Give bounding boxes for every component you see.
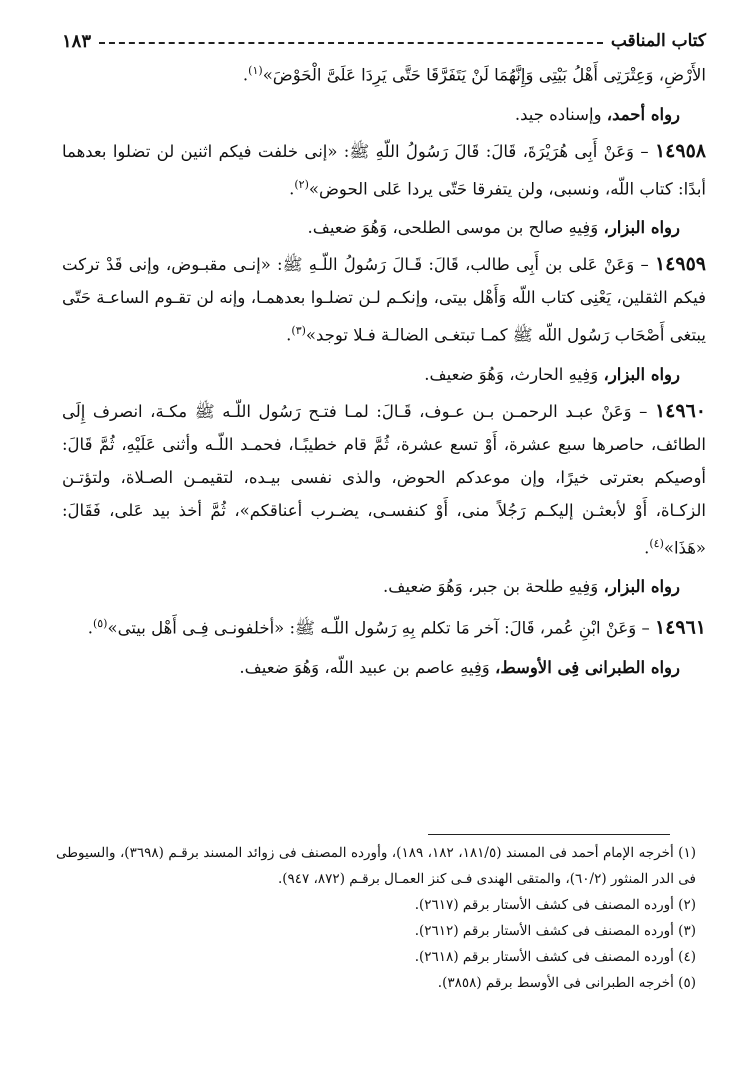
narrator: رواه البزار، xyxy=(603,218,680,237)
hadith-text: – وَعَنْ عَلى بن أَبِى طالب، قَالَ: قَـالَ رَسُولُ اللّـهِ ﷺ: «إنـى مقبـوض، وإنى قَدْ تركت فيكم الثقلين، يَعْنِى كتاب اللّه وَأَهْل بيتى، وإنكـم لـن تضلـوا بعدهمـا، وإنه لن تقـوم الساعـة حَتّى يبتغى أَصْحَاب رَسُول اللّه ﷺ كمـا تبتغـى الضالـة فـلا توجد» xyxy=(62,255,706,345)
page-number: ١٨٣ xyxy=(62,30,92,52)
footnote-ref[interactable]: (١) xyxy=(248,64,263,77)
narrator: رواه البزار، xyxy=(603,577,680,596)
narration-text: وَفِيهِ صالح بن موسى الطلحى، وَهُوَ ضعيف. xyxy=(307,218,604,237)
footnotes xyxy=(56,840,696,996)
footnote-4: (٤) أورده المصنف فى كشف الأستار برقم (٢٦١٨). xyxy=(414,949,696,965)
narration-text: وَفِيهِ طلحة بن جبر، وَهُوَ ضعيف. xyxy=(383,577,604,596)
narration-text: وَفِيهِ الحارث، وَهُوَ ضعيف. xyxy=(424,364,604,384)
hadith-text: – وَعَنْ عبـد الرحمـن بـن عـوف، قَـالَ: لمـا فتـح رَسُول اللّـه ﷺ مكـة، انصرف إِلَى الطائف، حاصرها سبع عشرة، أَوْ تسع عشرة، ثُمَّ قام خطيبًـا، فحمـد اللّـه وأثنى عَلَيْهِ، ثُمَّ قَالَ: أوصيكم بعترتى خيرًا، وإن موعدكم الحوض، والذى نفسى بيـده، لتقيمـن الصـلاة، ولتؤتـن الزكـاة، أَوْ لأبعثـن إليكـم رَجُلاً منى، أَوْ كنفسـى، يضـرب أعناقكم»، ثُمَّ أخذ بيد عَلى، فَقَالَ: «هَذَا» xyxy=(62,401,706,557)
period: . xyxy=(87,618,93,638)
period: . xyxy=(286,325,292,345)
narration-text: وَفِيهِ عاصم بن عبيد اللّه، وَهُوَ ضعيف. xyxy=(239,657,496,677)
narration-note xyxy=(62,98,706,131)
narrator: رواه البزار، xyxy=(603,364,680,384)
continuation-text xyxy=(62,54,706,92)
footnote-separator xyxy=(428,834,670,835)
header-dashed-rule xyxy=(99,42,603,44)
narration-note xyxy=(62,570,706,603)
page-body xyxy=(62,28,706,688)
hadith-number: ١٤٩٦١ xyxy=(654,616,706,639)
hadith-14959 xyxy=(62,248,706,352)
narration-note xyxy=(62,211,706,244)
narrator: رواه الطبرانى فِى الأوسط، xyxy=(495,657,680,677)
book-title: كتاب المناقب xyxy=(610,31,706,51)
hadith-number: ١٤٩٥٩ xyxy=(654,253,706,275)
narration-text: وإسناده جيد. xyxy=(514,104,607,124)
footnote-ref[interactable]: (٢) xyxy=(294,177,309,191)
hadith-14960 xyxy=(62,395,706,565)
footnote-5: (٥) أخرجه الطبرانى فى الأوسط برقم (٣٨٥٨). xyxy=(437,975,696,991)
hadith-text: – وَعَنْ ابْنِ عُمر، قَالَ: آخر مَا تكلم بِهِ رَسُول اللّـه ﷺ: «أخلفونـى فِـى أَهْل بيتى» xyxy=(107,618,655,638)
footnote-ref[interactable]: (٥) xyxy=(92,617,108,630)
hadith-number: ١٤٩٥٨ xyxy=(654,139,706,162)
hadith-14958 xyxy=(62,135,706,206)
footnote-ref[interactable]: (٣) xyxy=(291,324,306,337)
narration-note xyxy=(62,651,706,684)
footnote-1: (١) أخرجه الإمام أحمد فى المسند (١٨١/٥، ١٨٢، ١٨٩)، وأورده المصنف فى زوائد المسند برقـم (٣٦٩٨)، والسيوطى فى الدر المنثور (٦٠/٢)، والمتقى الهندى فـى كنز العمـال برقـم (٨٧٢، ٩٤٧). xyxy=(56,845,696,887)
continuation-body: الأَرْضِ، وَعِتْرَتِى أَهْلُ بَيْتِى وَإِنَّهُمَا لَنْ يَتَفَرَّقَا حَتَّى يَرِدَا عَلَىَّ الْحَوْضَ» xyxy=(262,65,706,85)
footnote-ref[interactable]: (٤) xyxy=(649,536,664,550)
narrator: رواه أحمد، xyxy=(606,104,680,124)
footnote-3: (٣) أورده المصنف فى كشف الأستار برقم (٢٦١٢). xyxy=(414,923,696,939)
hadith-text: – وَعَنْ أَبِى هُرَيْرَةَ، قَالَ: قَالَ رَسُولُ اللّهِ ﷺ: «إنى خلفت فيكم اثنين لن تضلوا بعدهما أبدًا: كتاب اللّه، ونسبى، ولن يتفرقا حَتّى يردا عَلى الحوض» xyxy=(62,141,706,198)
period: . xyxy=(242,65,249,85)
hadith-14961 xyxy=(62,607,706,645)
footnote-2: (٢) أورده المصنف فى كشف الأستار برقم (٢٦١٧). xyxy=(414,897,696,913)
period: . xyxy=(289,179,295,198)
running-header xyxy=(62,28,706,54)
narration-note xyxy=(62,358,706,391)
hadith-number: ١٤٩٦٠ xyxy=(654,399,706,422)
period: . xyxy=(644,538,650,557)
